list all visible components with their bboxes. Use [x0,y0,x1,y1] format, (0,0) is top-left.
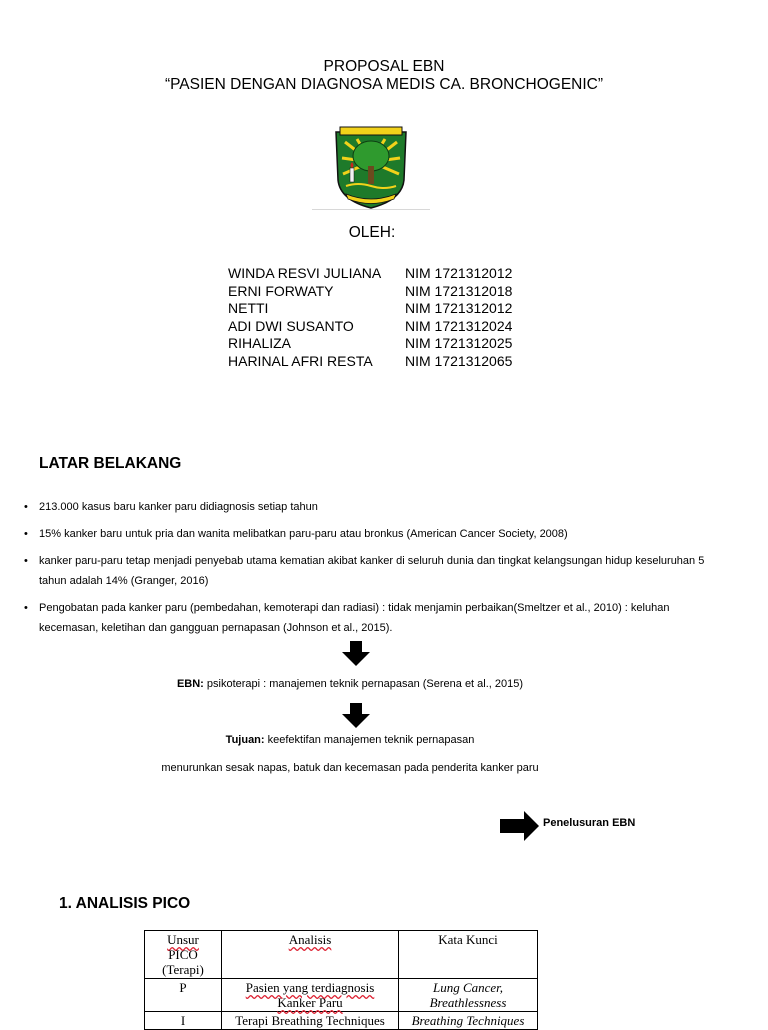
header-cell-unsur [145,931,222,979]
member-name: ADI DWI SUSANTO [228,317,354,334]
bullet-item: • Pengobatan pada kanker paru (pembedahan, kemoterapi dan radiasi) : tidak menjamin perbaikan(Smeltzer et al., 2010) : keluhan kecemasan, keletihan dan gangguan pernapasan (Johnson et al., 2015). [24,598,714,638]
member-row [228,265,512,283]
member-nim: NIM 1721312012 [405,300,513,316]
arrow-down-icon [341,641,371,667]
cell-unsur: P [145,979,222,1012]
header-text: Kata Kunci [438,932,498,947]
arrow-down-icon [341,703,371,729]
header-text: Analisis [288,932,332,947]
member-row [228,335,512,353]
tujuan-line [0,734,700,746]
member-nim: NIM 1721312025 [405,335,513,351]
ebn-text: psikoterapi : manajemen teknik pernapasan (Serena et al., 2015) [203,678,524,690]
member-row [228,353,512,371]
cell-analisis [222,979,399,1012]
penelusuran-label: Penelusuran EBN [543,817,636,829]
bullet-item: • kanker paru-paru tetap menjadi penyebab utama kematian akibat kanker di seluruh dunia dan tingkat kelangsungan hidup keseluruhan 5 tahun adalah 14% (Granger, 2016) [24,551,714,591]
latar-bullets [24,497,714,645]
proposal-subtitle: “PASIEN DENGAN DIAGNOSA MEDIS CA. BRONCHOGENIC” [164,76,604,93]
member-nim: NIM 1721312018 [405,282,513,299]
member-name: RIHALIZA [228,335,292,351]
cell-unsur: I [145,1012,222,1030]
oleh-label: OLEH: [348,224,396,241]
member-name: ERNI FORWATY [228,282,334,299]
table-row [145,1012,538,1030]
member-nim: NIM 1721312012 [405,265,513,281]
tujuan-label: Tujuan: [225,734,265,746]
pico-table [144,930,538,1030]
institution-logo [312,122,430,210]
tujuan-text: keefektifan manajemen teknik pernapasan [264,734,475,746]
arrow-right-icon [500,810,540,842]
cell-text: Pasien yang terdiagnosis [245,980,375,995]
table-row [145,979,538,1012]
bullet-item: • 15% kanker baru untuk pria dan wanita melibatkan paru-paru atau bronkus (American Cancer Society, 2008) [24,524,714,544]
header-text: (Terapi) [162,962,204,977]
cell-text: Lung Cancer, [432,980,504,995]
member-list [228,265,512,370]
cell-text: Terapi Breathing Techniques [235,1013,385,1028]
logo-divider [312,209,430,210]
cell-kata-kunci [399,1012,538,1030]
pico-heading: 1. ANALISIS PICO [59,895,191,912]
member-name: WINDA RESVI JULIANA [228,265,382,281]
cell-text: Kanker Paru [277,995,343,1010]
member-name: HARINAL AFRI RESTA [228,352,373,369]
ebn-label: EBN: [176,678,204,690]
cell-analisis [222,1012,399,1030]
proposal-title: PROPOSAL EBN [323,58,445,75]
member-row [228,300,512,318]
latar-heading: LATAR BELAKANG [39,455,182,472]
member-row [228,318,512,336]
tujuan-line-2: menurunkan sesak napas, batuk dan kecemasan pada penderita kanker paru [161,762,539,774]
cell-kata-kunci [399,979,538,1012]
cell-text: Breathing Techniques [411,1013,525,1028]
table-header-row [145,931,538,979]
member-row [228,283,512,301]
header-text: PICO [168,947,198,962]
header-text: Unsur [167,932,199,947]
member-name: NETTI [228,300,269,316]
header-cell-analisis [222,931,399,979]
header-cell-kata-kunci [399,931,538,979]
bullet-item: • 213.000 kasus baru kanker paru didiagnosis setiap tahun [24,497,714,517]
ebn-line [0,678,700,690]
member-nim: NIM 1721312065 [405,352,513,369]
cell-text: Breathlessness [429,995,507,1010]
member-nim: NIM 1721312024 [405,317,513,334]
